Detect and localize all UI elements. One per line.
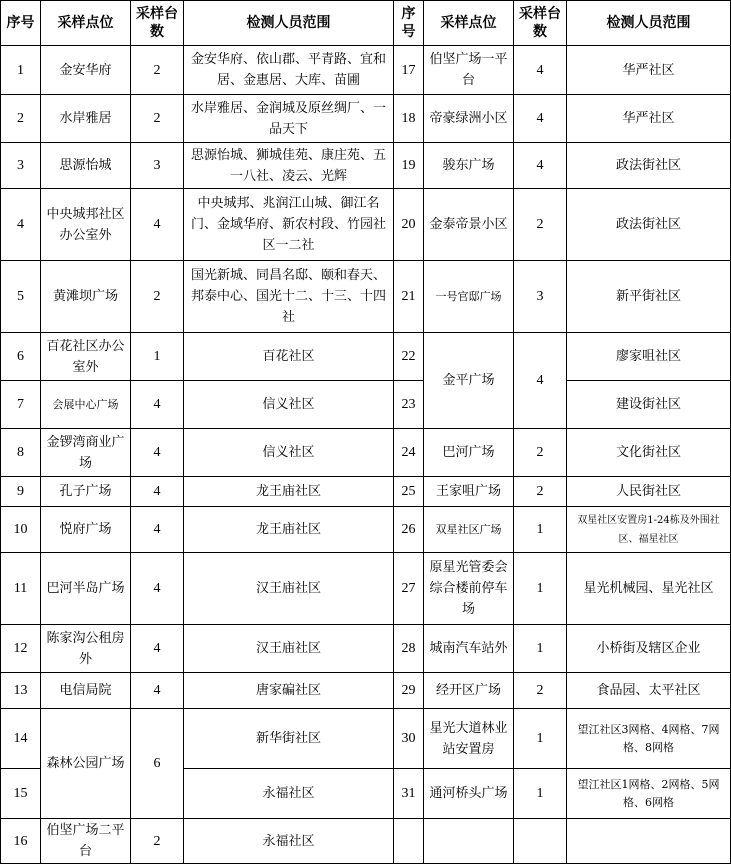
sampler-count: 4 xyxy=(131,507,184,553)
sampling-site: 通河桥头广场 xyxy=(424,769,514,819)
testing-scope: 金安华府、依山郡、平青路、宜和居、金惠居、大库、苗圃 xyxy=(184,46,394,95)
testing-scope: 信义社区 xyxy=(184,429,394,477)
row-number: 10 xyxy=(1,507,41,553)
row-number: 24 xyxy=(394,429,424,477)
row-number: 18 xyxy=(394,95,424,143)
sampling-site: 黄滩坝广场 xyxy=(41,261,131,333)
row-number: 12 xyxy=(1,625,41,673)
table-row xyxy=(1,189,731,261)
row-number: 17 xyxy=(394,46,424,95)
testing-scope: 食品园、太平社区 xyxy=(567,673,731,709)
header-row xyxy=(1,1,731,46)
table-row xyxy=(1,381,731,429)
testing-scope: 中央城邦、兆润江山城、御江名门、金域华府、新农村段、竹园社区一二社 xyxy=(184,189,394,261)
sampler-count: 2 xyxy=(131,819,184,864)
sampler-count: 4 xyxy=(514,143,567,189)
sampler-count: 2 xyxy=(514,477,567,507)
sampler-count: 4 xyxy=(514,46,567,95)
sampling-site: 伯坚广场二平台 xyxy=(41,819,131,864)
sampling-site: 金锣湾商业广场 xyxy=(41,429,131,477)
table-row xyxy=(1,46,731,95)
sampling-site: 金泰帝景小区 xyxy=(424,189,514,261)
row-number: 4 xyxy=(1,189,41,261)
sampling-site: 水岸雅居 xyxy=(41,95,131,143)
sampling-site: 巴河半岛广场 xyxy=(41,553,131,625)
table-row xyxy=(1,625,731,673)
sampler-count: 2 xyxy=(514,429,567,477)
sampling-site: 金安华府 xyxy=(41,46,131,95)
table-row xyxy=(1,553,731,625)
row-number: 6 xyxy=(1,333,41,381)
row-number: 23 xyxy=(394,381,424,429)
table-row xyxy=(1,143,731,189)
sampling-site: 骏东广场 xyxy=(424,143,514,189)
row-number: 21 xyxy=(394,261,424,333)
sampler-count: 1 xyxy=(514,625,567,673)
sampling-site: 王家咀广场 xyxy=(424,477,514,507)
table-row xyxy=(1,709,731,769)
testing-scope: 建设街社区 xyxy=(567,381,731,429)
sampler-count: 1 xyxy=(514,769,567,819)
sampling-site: 孔子广场 xyxy=(41,477,131,507)
sampling-site: 金平广场 xyxy=(424,333,514,429)
header-scope: 检测人员范围 xyxy=(184,1,394,46)
testing-scope: 政法街社区 xyxy=(567,143,731,189)
sampler-count: 2 xyxy=(131,95,184,143)
testing-scope: 新华街社区 xyxy=(184,709,394,769)
table-row xyxy=(1,429,731,477)
sampler-count: 4 xyxy=(131,429,184,477)
sampler-count: 2 xyxy=(514,189,567,261)
sampling-site: 思源怡城 xyxy=(41,143,131,189)
row-number: 5 xyxy=(1,261,41,333)
testing-scope: 小桥街及辖区企业 xyxy=(567,625,731,673)
sampling-site: 电信局院 xyxy=(41,673,131,709)
sampling-site: 城南汽车站外 xyxy=(424,625,514,673)
sampling-site: 双星社区广场 xyxy=(424,507,514,553)
sampler-count: 4 xyxy=(514,333,567,429)
row-number: 22 xyxy=(394,333,424,381)
testing-scope: 永福社区 xyxy=(184,819,394,864)
testing-scope: 信义社区 xyxy=(184,381,394,429)
testing-scope: 廖家咀社区 xyxy=(567,333,731,381)
header-scope: 检测人员范围 xyxy=(567,1,731,46)
testing-scope: 汉王庙社区 xyxy=(184,625,394,673)
row-number: 30 xyxy=(394,709,424,769)
sampling-site: 巴河广场 xyxy=(424,429,514,477)
sampler-count: 3 xyxy=(131,143,184,189)
sampler-count: 2 xyxy=(131,261,184,333)
testing-scope: 国光新城、同昌名邸、颐和春天、邦泰中心、国光十二、十三、十四社 xyxy=(184,261,394,333)
sampler-count: 2 xyxy=(514,673,567,709)
sampler-count: 4 xyxy=(131,553,184,625)
testing-scope: 百花社区 xyxy=(184,333,394,381)
sampling-site: 经开区广场 xyxy=(424,673,514,709)
testing-scope: 望江社区1网格、2网格、5网格、6网格 xyxy=(567,769,731,819)
sampler-count: 1 xyxy=(514,507,567,553)
testing-scope: 政法街社区 xyxy=(567,189,731,261)
header-site: 采样点位 xyxy=(424,1,514,46)
sampler-count: 4 xyxy=(514,95,567,143)
sampler-count: 4 xyxy=(131,477,184,507)
sampler-count: 4 xyxy=(131,189,184,261)
row-number: 31 xyxy=(394,769,424,819)
row-number: 13 xyxy=(1,673,41,709)
testing-scope: 星光机械园、星光社区 xyxy=(567,553,731,625)
row-number: 7 xyxy=(1,381,41,429)
row-number: 28 xyxy=(394,625,424,673)
row-number: 27 xyxy=(394,553,424,625)
sampling-site: 帝豪绿洲小区 xyxy=(424,95,514,143)
sampling-site: 星光大道林业站安置房 xyxy=(424,709,514,769)
row-number: 8 xyxy=(1,429,41,477)
sampling-site: 悦府广场 xyxy=(41,507,131,553)
sampling-site: 陈家沟公租房外 xyxy=(41,625,131,673)
testing-scope: 华严社区 xyxy=(567,46,731,95)
sampler-count: 4 xyxy=(131,673,184,709)
testing-scope: 新平街社区 xyxy=(567,261,731,333)
sampling-site: 百花社区办公室外 xyxy=(41,333,131,381)
header-seq: 序号 xyxy=(1,1,41,46)
row-number: 2 xyxy=(1,95,41,143)
header-count: 采样台数 xyxy=(514,1,567,46)
testing-scope: 望江社区3网格、4网格、7网格、8网格 xyxy=(567,709,731,769)
row-number: 3 xyxy=(1,143,41,189)
row-number: 29 xyxy=(394,673,424,709)
row-number: 1 xyxy=(1,46,41,95)
table-row xyxy=(1,507,731,553)
sampler-count: 1 xyxy=(131,333,184,381)
sampling-site: 中央城邦社区办公室外 xyxy=(41,189,131,261)
table-row xyxy=(1,95,731,143)
header-site: 采样点位 xyxy=(41,1,131,46)
sampling-site: 一号官邸广场 xyxy=(424,261,514,333)
row-number: 15 xyxy=(1,769,41,819)
header-count: 采样台数 xyxy=(131,1,184,46)
sampler-count: 4 xyxy=(131,625,184,673)
sampler-count: 6 xyxy=(131,709,184,819)
empty-cell xyxy=(514,819,567,864)
table-row xyxy=(1,819,731,864)
testing-scope: 人民街社区 xyxy=(567,477,731,507)
sampler-count: 3 xyxy=(514,261,567,333)
sampler-count: 1 xyxy=(514,709,567,769)
empty-cell xyxy=(424,819,514,864)
header-seq: 序号 xyxy=(394,1,424,46)
table-row xyxy=(1,673,731,709)
testing-scope: 龙王庙社区 xyxy=(184,477,394,507)
testing-scope: 思源怡城、狮城佳苑、康庄苑、五一八社、凌云、光辉 xyxy=(184,143,394,189)
sampling-site: 会展中心广场 xyxy=(41,381,131,429)
sampler-count: 1 xyxy=(514,553,567,625)
row-number: 16 xyxy=(1,819,41,864)
empty-cell xyxy=(394,819,424,864)
row-number: 26 xyxy=(394,507,424,553)
testing-scope: 汉王庙社区 xyxy=(184,553,394,625)
row-number: 14 xyxy=(1,709,41,769)
empty-cell xyxy=(567,819,731,864)
sampling-site: 伯坚广场一平台 xyxy=(424,46,514,95)
testing-scope: 永福社区 xyxy=(184,769,394,819)
row-number: 25 xyxy=(394,477,424,507)
sampler-count: 4 xyxy=(131,381,184,429)
testing-scope: 龙王庙社区 xyxy=(184,507,394,553)
row-number: 11 xyxy=(1,553,41,625)
row-number: 19 xyxy=(394,143,424,189)
testing-scope: 华严社区 xyxy=(567,95,731,143)
row-number: 9 xyxy=(1,477,41,507)
table-row xyxy=(1,333,731,381)
table-row xyxy=(1,261,731,333)
row-number: 20 xyxy=(394,189,424,261)
testing-scope: 唐家碥社区 xyxy=(184,673,394,709)
sampling-site: 原星光管委会综合楼前停车场 xyxy=(424,553,514,625)
testing-scope: 水岸雅居、金润城及原丝绸厂、一品天下 xyxy=(184,95,394,143)
sampling-site: 森林公园广场 xyxy=(41,709,131,819)
testing-scope: 文化街社区 xyxy=(567,429,731,477)
sampler-count: 2 xyxy=(131,46,184,95)
testing-scope: 双星社区安置房1-24栋及外围社区、福星社区 xyxy=(567,507,731,553)
table-row xyxy=(1,477,731,507)
